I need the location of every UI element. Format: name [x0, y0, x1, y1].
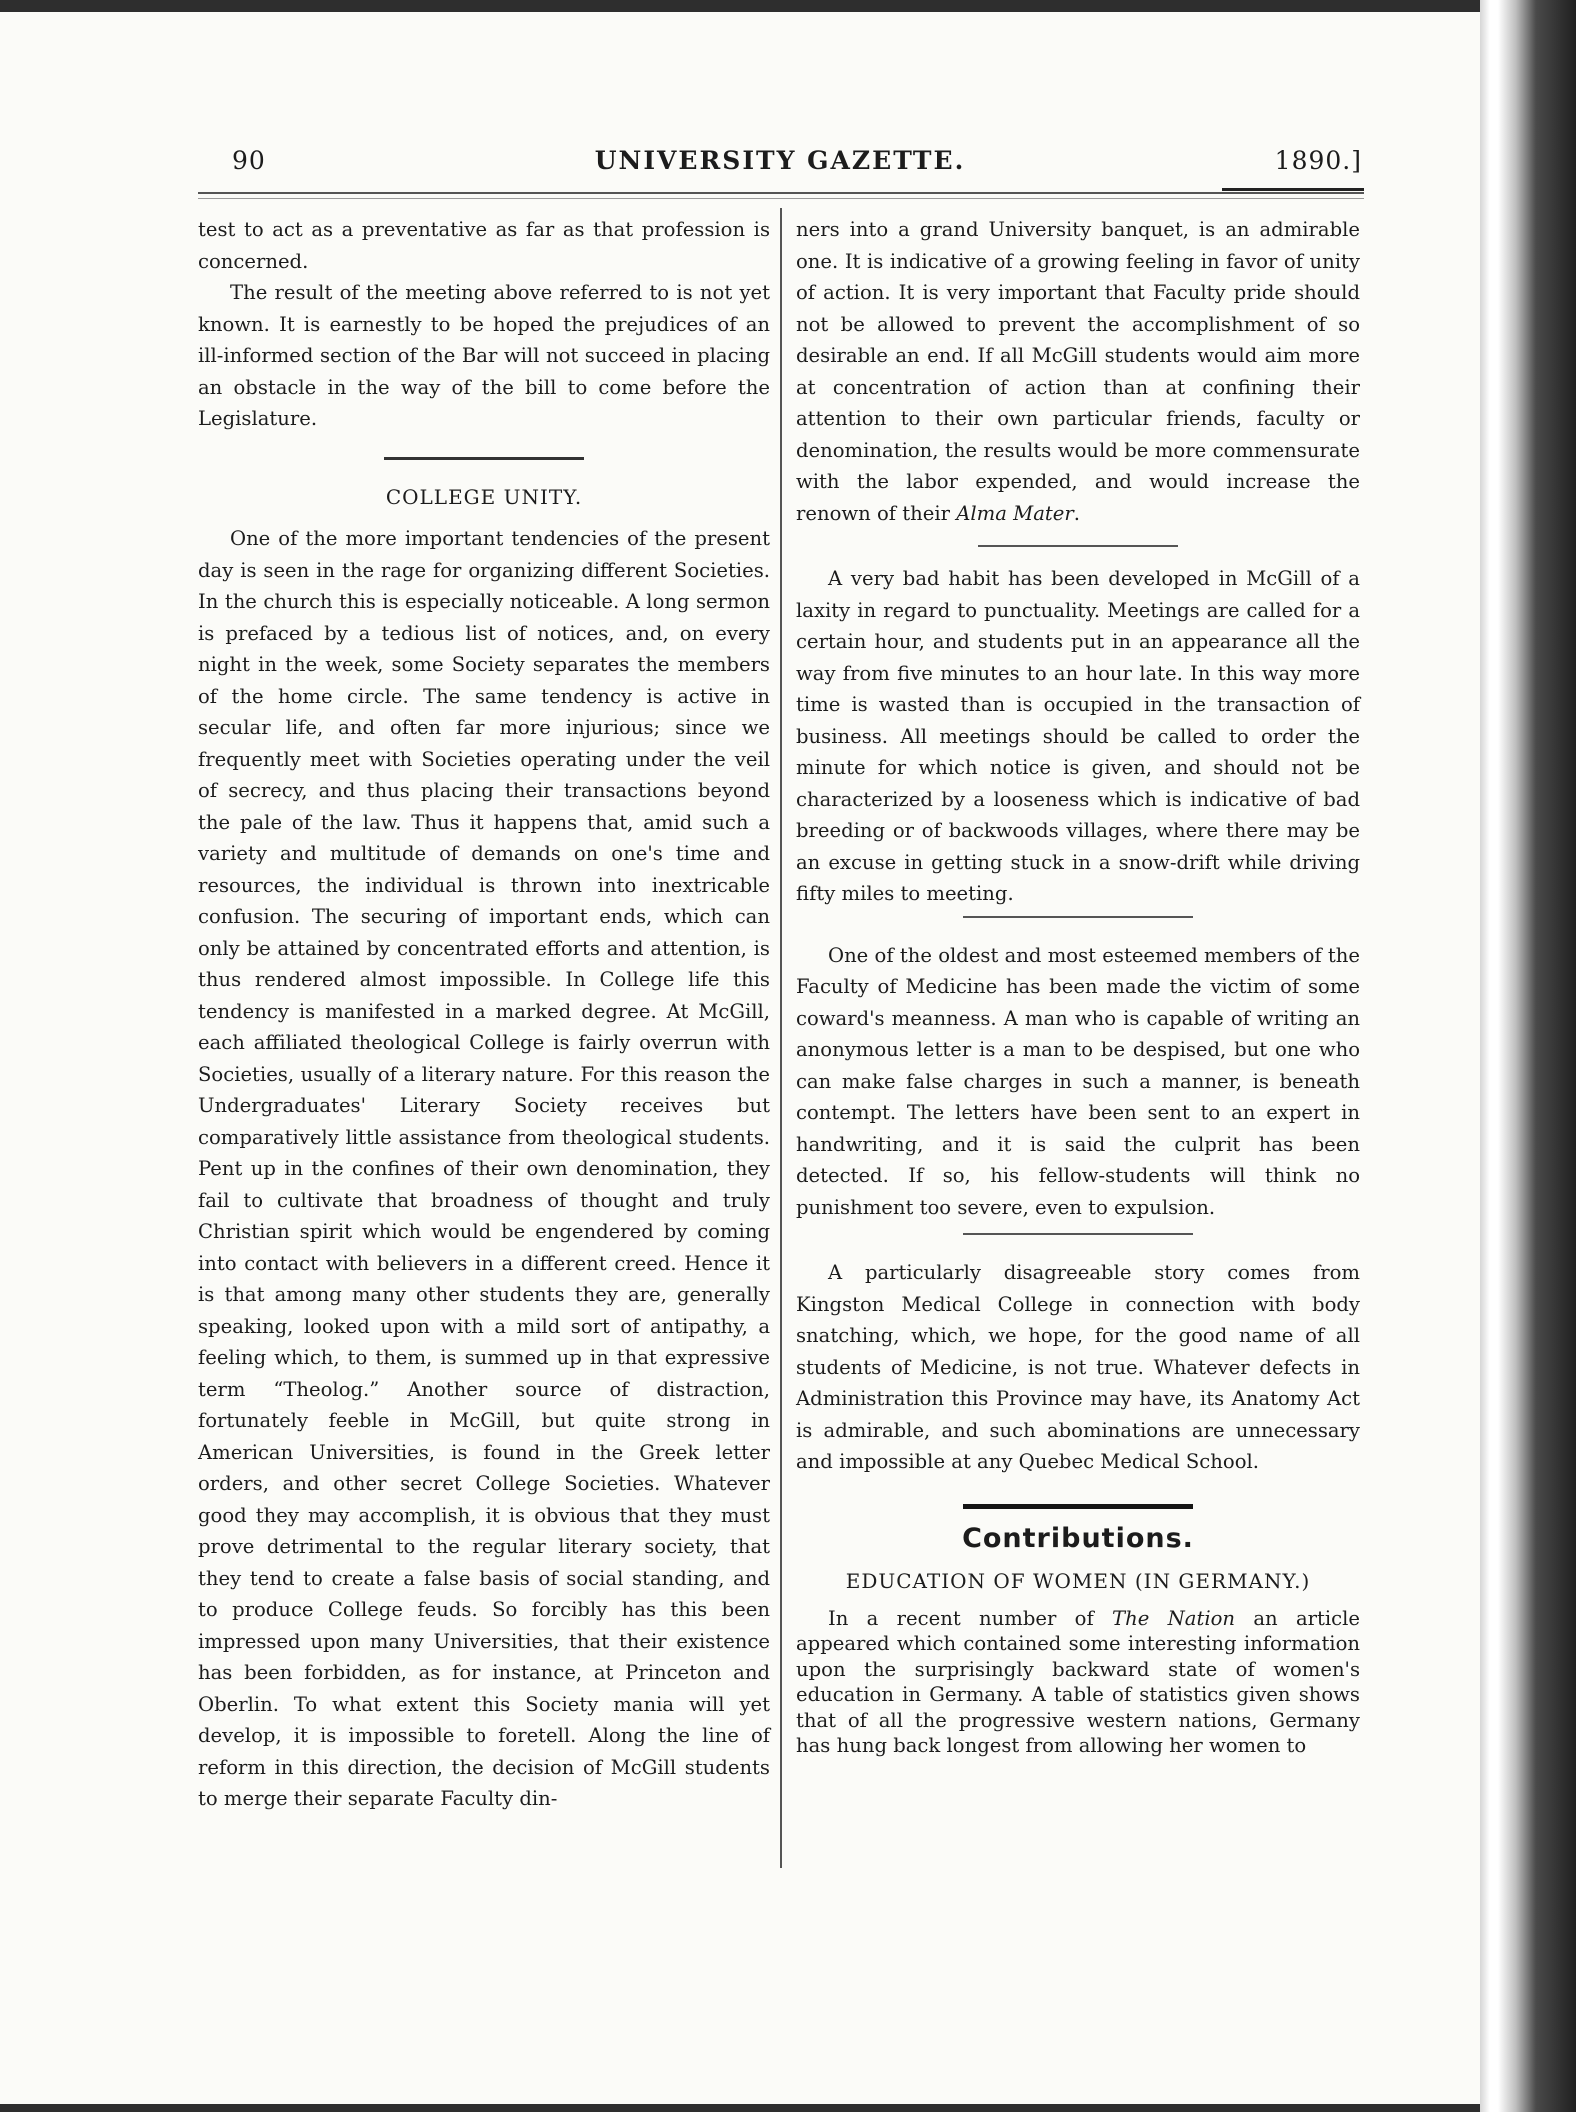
paragraph-text: ners into a grand University banquet, is an admirable one. It is indicative of a growing feeling in favor of unity of action. It is very important that Faculty pride should not be allowed to prevent the accomplishment of so desirable an end. If all McGill students would aim more at concentration of action than at confining their attention to their own particular friends, faculty or denomination, the results would be more commensurate with the labor expended, and would increase the renown of their — [796, 218, 1360, 525]
paragraph: A particularly disagreeable story comes from Kingston Medical College in connection with body snatching, which, we hope, for the good name of all students of Medicine, is not true. Whatever defects in Administration this Province may have, its Anatomy Act is admirable, and such abominations are unnecessary and impossible at any Quebec Medical School. — [796, 1261, 1360, 1473]
italic-publication-name: The Nation — [1112, 1606, 1236, 1630]
header-rule-thin — [198, 198, 1364, 199]
paragraph-end: . — [1073, 501, 1080, 525]
publication-title: UNIVERSITY GAZETTE. — [594, 146, 966, 175]
header-rule-accent — [1222, 188, 1364, 191]
paragraph — [796, 1606, 1360, 1759]
paragraph: The result of the meeting above referred to is not yet known. It is earnestly to be hoped the prejudices of an ill-informed section of the Bar will not succeed in placing an obstacle in the way of the bill to come before the Legislature. — [198, 281, 770, 430]
section-divider — [978, 545, 1178, 547]
paragraph: A very bad habit has been developed in McGill of a laxity in regard to punctuality. Meetings are called for a certain hour, and students put in an appearance all the way from five minutes to an hour late. In this way more time is wasted than is occupied in the transaction of business. All meetings should be called to order the minute for which notice is given, and should not be characterized by a looseness which is indicative of bad breeding or of backwoods villages, where there may be an excuse in getting stuck in a snow-drift while driving fifty miles to meeting. — [796, 567, 1360, 905]
section-divider — [963, 916, 1193, 918]
paragraph-text: In a recent number of — [828, 1606, 1094, 1630]
paragraph: One of the more important tendencies of the present day is seen in the rage for organizing different Societies. In the church this is especially noticeable. A long sermon is prefaced by a tedious list of notices, and, on every night in the week, some Society separates the members of the home circle. The same tendency is active in secular life, and often far more injurious; since we frequently meet with Societies operating under the veil of secrecy, and thus placing their transactions beyond the pale of the law. Thus it happens that, amid such a variety and multitude of demands on one's time and resources, the individual is thrown into inextricable confusion. The securing of important ends, which can only be attained by concentrated efforts and attention, is thus rendered almost impossible. In College life this tendency is manifested in a marked degree. At McGill, each affiliated theological College is fairly overrun with Societies, usually of a literary nature. For this reason the Undergraduates' Literary Society receives but comparatively little assistance from theological students. Pent up in the confines of their own denomination, they fail to cultivate that broadness of thought and truly Christian spirit which would be engendered by coming into contact with believers in a different creed. Hence it is that among many other students they are, generally speaking, looked upon with a mild sort of antipathy, a feeling which, to them, is summed up in that expressive term “Theolog.” Another source of distraction, fortunately feeble in McGill, but quite strong in American Universities, is found in the Greek letter orders, and other secret College Societies. Whatever good they may accomplish, it is obvious that they must prove detrimental to the regular literary society, that they tend to create a false basis of social standing, and to produce College feuds. So forcibly has this been impressed upon many Universities, that their existence has been forbidden, as for instance, at Princeton and Oberlin. To what extent this Society mania will yet develop, it is impossible to foretell. Along the line of reform in this direction, the decision of McGill students to merge their separate Faculty din- — [198, 527, 770, 1810]
article-title: EDUCATION OF WOMEN (IN GERMANY.) — [845, 1569, 1311, 1593]
italic-phrase: Alma Mater — [956, 501, 1074, 525]
book-spine-edge — [1480, 0, 1576, 2112]
paragraph: test to act as a preventative as far as that profession is concerned. — [198, 218, 770, 273]
right-column — [796, 214, 1360, 1759]
section-heading-college-unity: COLLEGE UNITY. — [385, 484, 583, 509]
paragraph — [796, 214, 1360, 529]
page-number: 90 — [232, 146, 266, 175]
issue-year: 1890.] — [1274, 146, 1362, 175]
section-divider — [963, 1233, 1193, 1235]
newspaper-page — [0, 12, 1480, 2104]
column-divider — [780, 208, 782, 1868]
paragraph: One of the oldest and most esteemed members of the Faculty of Medicine has been made the victim of some coward's meanness. A man who is capable of writing an anonymous letter is a man to be despised, but one who can make false charges in such a manner, is beneath contempt. The letters have been sent to an expert in handwriting, and it is said the culprit has been detected. If so, his fellow-students will think no punishment too severe, even to expulsion. — [796, 943, 1360, 1219]
header-rule — [198, 192, 1364, 194]
paragraph-text: an article appeared which contained some interesting information upon the surprisingly backward state of women's education in Germany. A table of statistics given shows that of all the progressive western nations, Germany has hung back longest from allowing her women to — [796, 1606, 1360, 1757]
section-divider — [384, 457, 584, 460]
left-column — [198, 214, 770, 1815]
section-heading-contributions: Contributions. — [962, 1522, 1194, 1554]
running-header — [198, 146, 1362, 186]
section-divider-heavy — [963, 1504, 1193, 1509]
